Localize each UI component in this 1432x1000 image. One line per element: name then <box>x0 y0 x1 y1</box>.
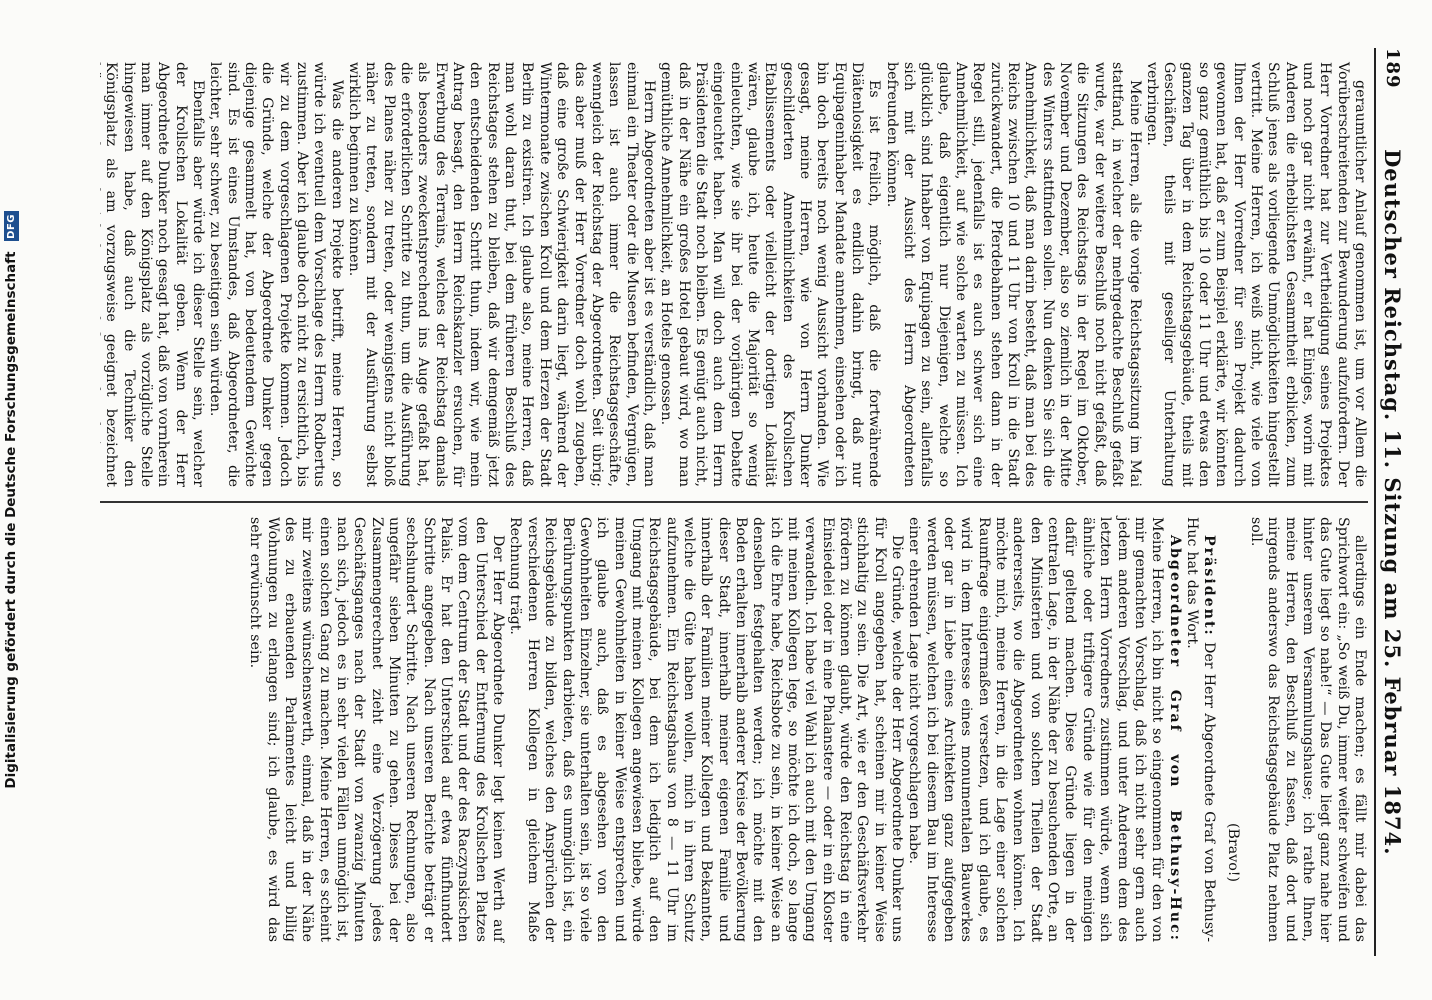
paragraph-text: (Bravo!) <box>1224 823 1241 882</box>
paragraph <box>1143 62 1368 487</box>
paragraph <box>657 62 882 487</box>
paragraph-text: geraumtlicher Anlauf genommen ist, um vor Allem die Vorüberschreitenden zur Bewunderung aufzufordern. Der Herr Vorredner hat zur Vertheidigung seines Projektes und noch gar nicht erwähnt, er hat Einiges, worin mit Anderen die erheblichsten Gesammtheit erblicken, zum Schluß jenes als vorliegende Unmöglichkeiten hingestellt vertritt. Meine Herren, ich weiß nicht, wie viele von Ihnen der Herr Vorredner für sein Projekt dadurch gewonnen hat, daß er zum Beispiel erklärte, wir könnten so ganz gemüthlich bis 10 oder 11 Uhr und etwas den ganzen Tag über in dem Reichstagsgebäude, theils mit Geschäften, theils mit geselliger Unterhaltung verbringen. <box>1143 62 1368 487</box>
running-title: Deutscher Reichstag. 11. Sitzung am 25. Februar 1874. <box>1380 149 1406 856</box>
speaker-name: Präsident: <box>1201 535 1218 637</box>
page-number: 189 <box>1382 48 1404 89</box>
left-column <box>100 48 1368 501</box>
speech-paragraph <box>1183 517 1218 942</box>
paragraph-text: Ebenfalls aber würde ich dieser Stelle sein, welcher der Krollschen Lokalität geben. Wenn der Herr Abgeordnete Dunker noch gesagt hat, daß von vornherein man immer auf den Königsplatz als vorzügliche Stelle hingewiesen habe, daß auch die Techniker den Königsplatz als am vorzugsweise geeignet bezeichnet <box>103 62 206 487</box>
paragraph <box>1247 517 1368 942</box>
paragraph-text: Herrn Abgeordneten aber ist es verständlich, daß man einmal ein Theater oder die Museen befinden, Vergnügen, lassen ist auch immer die Reichstagsgeschäfte, wenngleich der Reichstag der Abgeordneten. Seit übrig; das aber muß der Herr Vorredner doch wohl zugeben, daß eine große Schwierigkeit darin liegt, während der Wintermonate zwischen Kroll und dem Herzen der Stadt Berlin zu existiren. Ich glaube also, meine Herren, daß man wohl daran thut, bei dem früheren Beschluß des Reichstages stehen zu bleiben, daß wir demgemäß jetzt den entscheidenden Schritt thun, indem wir, wie mein Antrag besagt, den Herrn Reichskanzler ersuchen, für Erwerbung des Terrains, welches der Reichstag damals als besonders zweckentsprechend ins Auge gefaßt hat, die erforderlichen Schritte zu thun, um die Ausführung des Planes näher zu treten, oder wenigstens nicht bloß näher zu treten, sondern mit der Ausführung selbst wirklich beginnen zu können. <box>346 62 657 487</box>
paragraph-text: allerdings ein Ende machen; es fällt mir dabei das Sprichwort ein: „So weiß Du, immer weiter schweifen und das Gute liegt so nahe!“ — Das Gute liegt ganz nahe hier hinter unserem Versammlungshause; ich rathe Ihnen, meine Herren, den Beschluß zu fassen, daß dort und nirgends anderswo das Reichstagsgebäude Platz nehmen soll. <box>1247 517 1368 942</box>
paragraph <box>345 62 657 487</box>
page-header <box>1374 48 1410 956</box>
paragraph <box>246 517 506 942</box>
paragraph-text: Der Herr Abgeordnete Graf von Bethusy-Huc hat das Wort. <box>1183 517 1218 942</box>
paragraph <box>206 62 345 487</box>
speaker-name: Abgeordneter Graf von Bethusy-Huc: <box>1166 535 1183 942</box>
paragraph-text: Der Herr Abgeordnete Dunker legt keinen Werth auf den Unterschied der Entfernung des Krollschen Platzes vom dem Centrum der Stadt und der des Raczynskischen Palais. Er hat den Unterschied auf etwa fünfhundert Schritte angegeben. Nach unseren Berichte beträgt er sechshundert Schritte. Nach unseren Rechnungen, also ungefähr sieben Minuten zu gehen. Dieses bei der Zusammengerechnet zieht eine Verzögerung jedes Geschäftsganges nach der Stadt von zwanzig Minuten nach sich, jedoch es in sehr vielen Fällen unmöglich ist, einen solchen Gang zu machen. Meine Herren, es scheint mir zweitens wünschenswerth, einmal, daß in der Nähe des zu erbauenden Parlamentes leicht und billig Wohnungen zu erlangen sind; ich glaube, es wird das sehr erwünscht sein. <box>247 517 507 942</box>
interjection <box>1223 517 1240 942</box>
paragraph <box>100 62 206 487</box>
speech-paragraph <box>905 517 1183 942</box>
right-column <box>100 503 1368 956</box>
paragraph-text: Meine Herren, als die vorige Reichstagssitzung im Mai stattfand, in welcher der mehrgedachte Beschluß gefaßt wurde, war der weitere Beschluß noch nicht gefaßt, daß die Sitzungen des Reichstags in der Regel im Oktober, November und Dezember, also so ziemlich in der Mitte des Winters stattfinden sollen. Nun denken Sie sich die Annehmlichkeit, daß man darin besteht, daß man bei des Reichs zwischen 10 und 11 Uhr von Kroll in die Stadt zurückwandert, die Pferdebahnen stehen dann in der Regel still, jedenfalls ist es auch schwer sich eine Annehmlichkeit, auf wie solche warten zu müssen. Ich glaube, daß eigentlich nur Diejenigen, welche so glücklich sind Inhaber von Equipagen zu sein, allenfalls sich mit der Aussicht des Herrn Abgeordneten befreunden können. <box>883 62 1143 487</box>
footer-text: Digitalisierung gefördert durch die Deutsche Forschungsgemeinschaft <box>3 251 19 789</box>
paragraph <box>882 62 1142 487</box>
dfg-logo: DFG <box>4 211 19 241</box>
paragraph-text: Die Gründe, welche der Herr Abgeordnete Dunker uns für Kroll angegeben hat, scheinen mir in keiner Weise stichhaltig zu sein. Die Art, wie er den Geschäftsverkehr fördern zu können glaubt, würde den Reichstag in eine Einsiedelei oder in eine Phalanstere — oder in ein Kloster verwandeln. Ich habe viel Wahl ich auch mit den Umgang mit meinen Kollegen lege, so möchte ich doch, so lange ich die Ehre habe, Reichsbote zu sein, in keiner Weise an denselben festgehalten werden; ich möchte mit den Boden erhalten innerhalb anderer Kreise der Bevölkerung dieser Stadt, innerhalb meiner eigenen Familie und innerhalb der Familien meiner Kollegen und Bekannten, welche die Güte haben wollen, mich in ihren Schutz aufzunehmen. Ein Reichstagshaus von 8 — 11 Uhr im Reichstagsgebäude, bei dem ich lediglich auf den Umgang mit meinen Kollegen angewiesen bliebe, würde meinen Gewohnheiten in keiner Weise entsprechen und ich glaube auch, daß es abgesehen von den Gewohnheiten Einzelner, sie unterhalten sein, ist so viele Berührungspunkten darbieten, daß es unmöglich ist, ein Reichsgebäude zu bilden, welches den Ansprüchen der verschiedenen Herren Kollegen in gleichem Maße Rechnung trägt. <box>507 517 906 942</box>
paragraph-text: Was die anderen Projekte betrifft, meine Herren, so würde ich eventuell dem Vorschlage des Herrn Rodbertus zustimmen. Aber ich glaube doch nicht zu ersichtlich, bis wir zu dem vorgeschlagenen Projekte kommen. Jedoch die Gründe, welche der Abgeordnete Dunker gegen diejenige gesammelt hat, von bedeutendem Gewichte sind. Es ist eines Umstandes, daß Abgeordneter, die leichter, sehr schwer, zu beseitigen sein würden. <box>207 62 345 487</box>
footer <box>0 0 22 1000</box>
paragraph-text: Es ist freilich, möglich, daß die fortwährende Diätenlosigkeit es endlich dahin bringt, daß nur Equipageninhaber Mandate annehmen, einsehen oder ich bin doch bereits noch wenig Aussicht vorhanden. Wie gesagt, meine Herren, wie von Herrn Dunker geschilderten Annehmlichkeiten des Krollschen Etablissements oder vielleicht der dortigen Lokalität wären, glaube ich, heute die Majorität so wenig einleuchten, wie sie ihr bei der vorjährigen Debatte eingeleuchtet haben. Man will doch auch dem Herrn Präsidenten die Stadt noch bleiben. Es genügt auch nicht, daß in der Nähe ein großes Hotel gebaut wird, wo man gemüthliche Annehmlichkeit, an Hotels genossen. <box>658 62 883 487</box>
text-columns <box>100 48 1368 956</box>
paragraph <box>506 517 905 942</box>
paragraph-text: Meine Herren, ich bin nicht so eingenommen für den von mir gemachten Vorschlag, daß ich nicht sehr gern auch jedem anderen Vorschlag, und unter Anderem dem des letzten Herrn Vorredners zustimmen würde, wenn sich ähnliche oder triftigere Gründe wie für den meinigen dafür geltend machen. Diese Gründe liegen in der centralen Lage, in der Nähe der zu besuchenden Orte, an den Ministerien und von solchen Theilen der Stadt andererseits, wo die Abgeordneten wohnen können. Ich möchte mich, meine Herren, in die Lage einer solchen Raumfrage einigermaßen versetzen, und ich glaube, es wird in dem Interesse eines monumentalen Bauwerkes oder gar in Liebe eines Architekten ganz aufgegeben werden müssen, welchen ich bei diesem Bau im Interesse einer ehrenden Lage nicht vorgeschlagen habe. <box>906 517 1166 942</box>
